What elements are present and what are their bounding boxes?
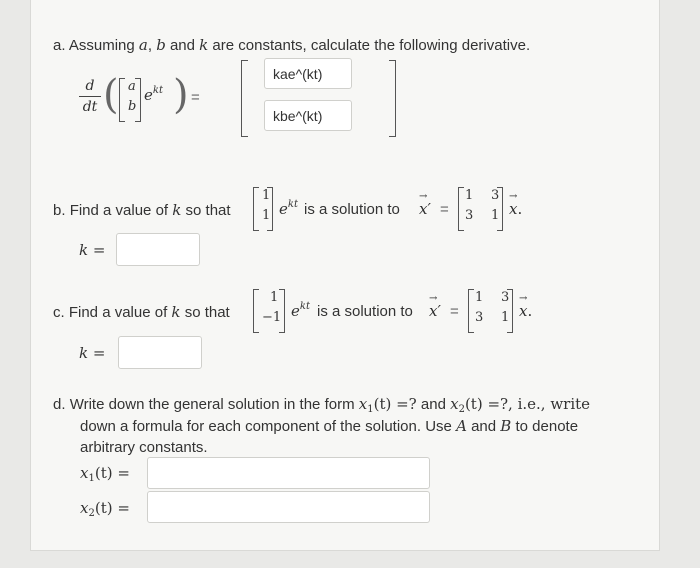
part-d-line1: d. Write down the general solution in the form $x_1(t)$ =? and $x_2(t)$ =?, i.e., write (53, 395, 591, 415)
part-d-line3: arbitrary constants. (80, 439, 208, 456)
x1-label: $x_1(t)$ = (80, 464, 130, 484)
exponential-a: $e^{kt}$ (144, 85, 163, 104)
vector-c-right-bracket (279, 289, 285, 333)
answer-matrix-right-bracket (389, 60, 396, 137)
exponential-b: $e^{kt}$ (279, 199, 298, 218)
part-b-text3: is a solution to (304, 201, 400, 218)
matrix-b-right-bracket (497, 187, 503, 231)
x-vector-b-rhs: → x. (509, 191, 523, 218)
x-vector-c: → x′ (429, 293, 441, 320)
vector-b-entry-2: 1 (262, 208, 271, 223)
x-vector-b: → x′ (419, 191, 431, 218)
vector-b-entry-1: 1 (262, 188, 271, 203)
equals-b: = (440, 201, 449, 218)
vector-c-left-bracket (253, 289, 259, 333)
vector-entry-b: b (128, 99, 137, 114)
derivative-operator: d dt (79, 78, 101, 115)
right-paren: ) (173, 72, 189, 118)
part-b-prompt: b. Find a value of k so that (53, 201, 231, 219)
left-paren: ( (103, 72, 119, 118)
equals-a: = (191, 89, 200, 106)
matrix-c-12: 3 (501, 290, 510, 305)
k-input-b[interactable] (116, 233, 200, 266)
exponential-c: $e^{kt}$ (291, 301, 310, 320)
vector-a-right-bracket (135, 78, 141, 122)
x2-label: $x_2(t)$ = (80, 499, 130, 519)
answer-matrix-left-bracket (241, 60, 248, 137)
part-c-prompt: c. Find a value of k so that (53, 303, 230, 321)
matrix-b-left-bracket (458, 187, 464, 231)
x2-input[interactable] (147, 491, 430, 523)
part-d-line2: down a formula for each component of the solution. Use A and B to denote (80, 417, 579, 435)
vector-entry-a: a (128, 79, 136, 94)
k-input-c[interactable] (118, 336, 202, 369)
k-label-c: k = (79, 344, 106, 362)
vector-b-right-bracket (267, 187, 273, 231)
answer-a-row1-input[interactable]: kae^(kt) (264, 58, 352, 89)
matrix-b-12: 3 (491, 188, 500, 203)
part-c-text3: is a solution to (317, 303, 413, 320)
part-a-prompt: a. Assuming a, b and k are constants, calculate the following derivative. (53, 36, 531, 54)
matrix-c-11: 1 (475, 290, 484, 305)
vector-a-left-bracket (119, 78, 125, 122)
matrix-b-21: 3 (465, 208, 474, 223)
matrix-c-21: 3 (475, 310, 484, 325)
x1-input[interactable] (147, 457, 430, 489)
equals-c: = (450, 303, 459, 320)
matrix-c-left-bracket (468, 289, 474, 333)
matrix-c-right-bracket (507, 289, 513, 333)
matrix-c-22: 1 (501, 310, 510, 325)
matrix-b-11: 1 (465, 188, 474, 203)
question-card (30, 0, 660, 551)
k-label-b: k = (79, 241, 106, 259)
vector-c-entry-2: −1 (262, 310, 282, 325)
x-vector-c-rhs: → x. (519, 293, 533, 320)
vector-b-left-bracket (253, 187, 259, 231)
vector-c-entry-1: 1 (270, 290, 279, 305)
matrix-b-22: 1 (491, 208, 500, 223)
answer-a-row2-input[interactable]: kbe^(kt) (264, 100, 352, 131)
